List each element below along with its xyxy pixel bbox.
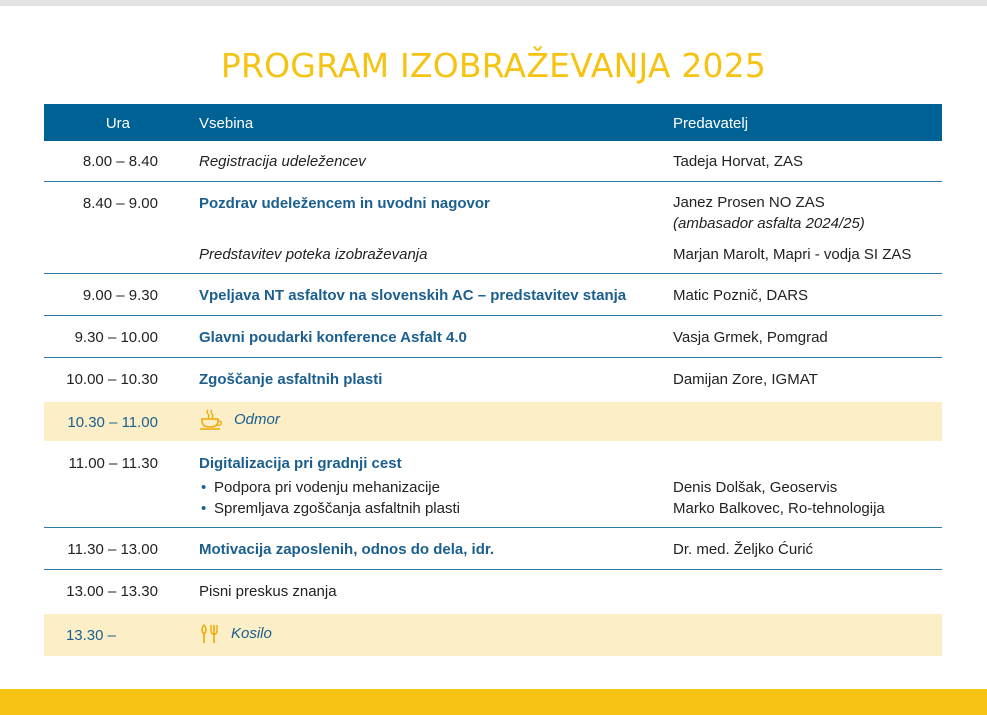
row-subject: Glavni poudarki konference Asfalt 4.0 — [199, 329, 467, 346]
row-speaker-note: (ambasador asfalta 2024/25) — [673, 215, 865, 232]
fork-knife-icon — [199, 623, 221, 645]
row-time: 9.00 – 9.30 — [82, 287, 158, 304]
row-time: 9.30 – 10.00 — [74, 329, 158, 346]
table-row — [44, 358, 942, 402]
table-row-break — [44, 614, 942, 656]
row-speaker: Vasja Grmek, Pomgrad — [673, 329, 828, 346]
speaker-list — [673, 477, 942, 519]
row-subject: Pozdrav udeležencem in uvodni nagovor — [199, 195, 490, 212]
table-row — [44, 528, 942, 570]
page-title: PROGRAM IZOBRAŽEVANJA 2025 — [220, 46, 767, 85]
top-rule — [0, 0, 987, 6]
row-speaker-secondary: Marjan Marolt, Mapri - vodja SI ZAS — [673, 246, 912, 263]
bullet-list — [199, 477, 659, 519]
table-header — [44, 104, 942, 141]
row-time: 11.30 – 13.00 — [67, 541, 158, 558]
header-subject: Vsebina — [199, 115, 254, 132]
row-time: 10.30 – 11.00 — [67, 414, 158, 431]
header-speaker: Predavatelj — [673, 115, 749, 132]
table-row — [44, 141, 942, 182]
table-row — [44, 274, 942, 316]
row-subject: Kosilo — [231, 624, 272, 642]
table-row-break — [44, 402, 942, 441]
row-time: 8.40 – 9.00 — [82, 195, 158, 212]
row-time: 8.00 – 8.40 — [82, 153, 158, 170]
row-speaker: Dr. med. Željko Ćurić — [673, 541, 814, 558]
row-subject: Motivacija zaposlenih, odnos do dela, idr. — [199, 541, 495, 558]
row-subject: Vpeljava NT asfaltov na slovenskih AC – predstavitev stanja — [199, 287, 627, 304]
row-subject: Registracija udeležencev — [199, 153, 366, 170]
table-row — [44, 182, 942, 274]
row-speaker: Janez Prosen NO ZAS — [673, 194, 825, 211]
row-time: 13.30 – — [65, 627, 116, 644]
row-speaker: Tadeja Horvat, ZAS — [673, 153, 804, 170]
row-subject: Odmor — [234, 410, 280, 428]
table-row — [44, 316, 942, 358]
row-time: 13.00 – 13.30 — [66, 583, 158, 600]
row-subject: Pisni preskus znanja — [199, 583, 337, 600]
header-time: Ura — [105, 115, 130, 132]
row-speaker: Denis Dolšak, Geoservis — [673, 479, 838, 496]
table-row — [44, 570, 942, 614]
row-subject-secondary: Predstavitev poteka izobraževanja — [199, 246, 428, 263]
row-subject: Digitalizacija pri gradnji cest — [199, 455, 402, 472]
program-table — [44, 104, 942, 656]
table-row — [44, 441, 942, 528]
row-time: 10.00 – 10.30 — [66, 371, 158, 388]
list-item: • Spremljava zgoščanja asfaltnih plasti — [199, 498, 659, 519]
row-subject: Zgoščanje asfaltnih plasti — [199, 371, 383, 388]
row-time: 11.00 – 11.30 — [68, 455, 158, 472]
row-speaker: Marko Balkovec, Ro-tehnologija — [673, 500, 885, 517]
bottom-band — [0, 689, 987, 715]
row-speaker: Damijan Zore, IGMAT — [673, 371, 818, 388]
row-speaker: Matic Poznič, DARS — [673, 287, 809, 304]
coffee-cup-icon — [199, 409, 224, 431]
list-item: • Podpora pri vodenju mehanizacije — [199, 477, 659, 498]
